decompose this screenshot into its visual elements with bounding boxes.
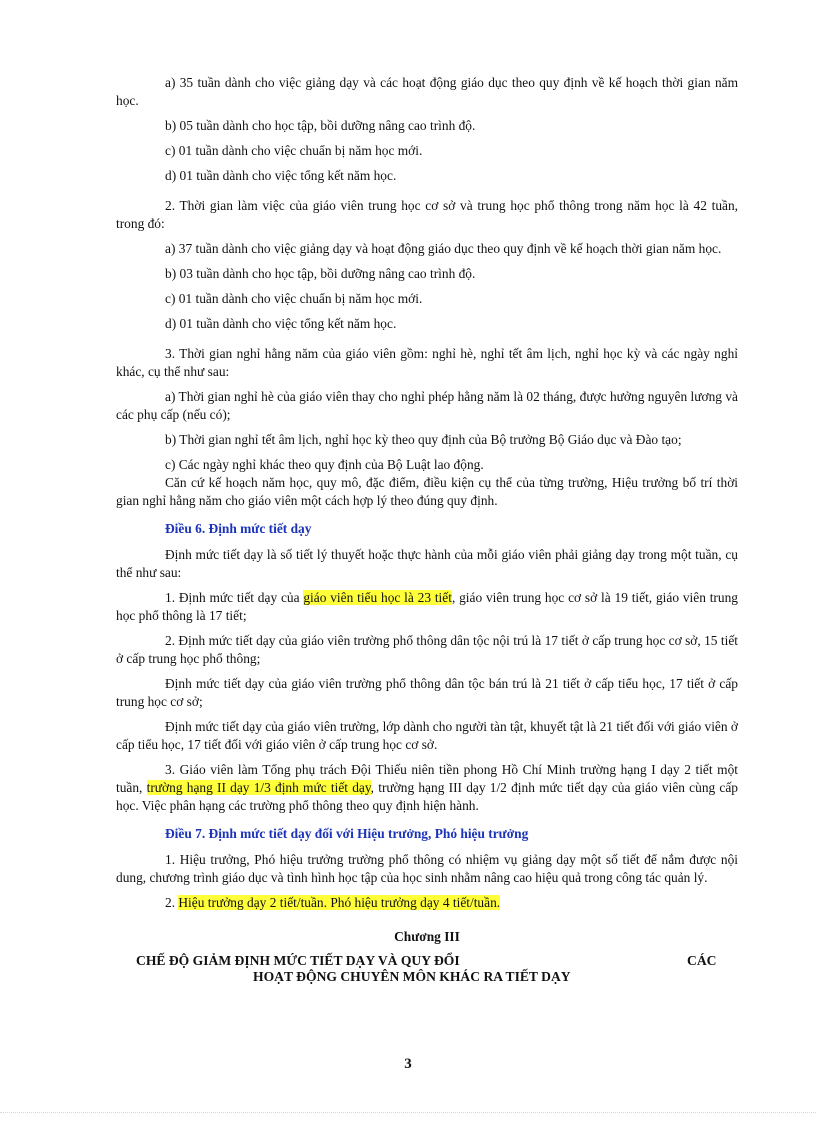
article-6-heading: Điều 6. Định mức tiết dạy	[165, 521, 312, 536]
paragraph-1b: b) 05 tuần dành cho học tập, bồi dưỡng nâng cao trình độ.	[165, 118, 476, 133]
document-body	[116, 74, 738, 992]
paragraph-1a-35-weeks: a) 35 tuần dành cho việc giảng dạy và các hoạt động giáo dục theo quy định về kế hoạch thời gian năm học.	[116, 75, 738, 108]
paragraph-2c: c) 01 tuần dành cho việc chuẩn bị năm học mới.	[165, 291, 423, 306]
paragraph-3-annual-leave: 3. Thời gian nghỉ hằng năm của giáo viên gồm: nghỉ hè, nghỉ tết âm lịch, nghỉ học kỳ và các ngày nghỉ khác, cụ thể như sau:	[116, 346, 738, 379]
paragraph-disabled-schools: Định mức tiết dạy của giáo viên trường, lớp dành cho người tàn tật, khuyết tật là 21 tiết đối với giáo viên ở cấp tiểu học, 17 tiết đối với giáo viên ở cấp trung học cơ sở.	[116, 719, 738, 752]
text-segment: , trường hạng III dạy 1/2 định mức tiết dạy của giáo viên cùng cấp học. Việc phân hạng các trường phổ thông theo quy định hiện hành.	[116, 780, 739, 813]
paragraph-1d: d) 01 tuần dành cho việc tổng kết năm học.	[165, 168, 397, 183]
paragraph-article-6-intro: Định mức tiết dạy là số tiết lý thuyết hoặc thực hành của mỗi giáo viên phải giảng dạy trong một tuần, cụ thể như sau:	[116, 547, 738, 580]
article-7-heading: Điều 7. Định mức tiết dạy đối với Hiệu trưởng, Phó hiệu trưởng	[165, 826, 529, 841]
paragraph-3a-summer: a) Thời gian nghỉ hè của giáo viên thay cho nghỉ phép hằng năm là 02 tháng, được hưởng nguyên lương và các phụ cấp (nếu có);	[116, 389, 738, 422]
paragraph-2-working-time: 2. Thời gian làm việc của giáo viên trung học cơ sở và trung học phổ thông trong năm học là 42 tuần, trong đó:	[116, 198, 738, 231]
chapter-label: Chương III	[394, 929, 460, 944]
text-segment: 1. Định mức tiết dạy của	[165, 590, 304, 605]
paragraph-article-6-2: 2. Định mức tiết dạy của giáo viên trường phổ thông dân tộc nội trú là 17 tiết ở cấp trung học cơ sở, 15 tiết ở cấp trung học phổ thông;	[116, 633, 738, 666]
chapter-title-line-2: HOẠT ĐỘNG CHUYÊN MÔN KHÁC RA TIẾT DẠY	[253, 969, 571, 984]
paragraph-semi-boarding: Định mức tiết dạy của giáo viên trường phổ thông dân tộc bán trú là 21 tiết ở cấp tiểu học, 17 tiết ở cấp trung học cơ sở;	[116, 676, 738, 709]
text-segment: 3. Giáo viên làm Tổng phụ trách Đội Thiếu niên tiền phong Hồ Chí Minh trường hạng I dạy 2 tiết một tuần,	[116, 762, 738, 795]
page-bottom-divider	[0, 1112, 816, 1113]
paragraph-3b-lunar-new-year: b) Thời gian nghỉ tết âm lịch, nghỉ học kỳ theo quy định của Bộ trưởng Bộ Giáo dục và Đào tạo;	[165, 432, 682, 447]
text-segment: 2.	[165, 895, 179, 910]
chapter-title-line-1-end: CÁC	[687, 953, 717, 968]
highlighted-text: Hiệu trưởng dạy 2 tiết/tuần. Phó hiệu trưởng dạy 4 tiết/tuần.	[178, 895, 501, 910]
chapter-title	[116, 952, 738, 992]
text-segment: , giáo viên trung học cơ sở là 19 tiết, giáo viên trung học phổ thông là 17 tiết;	[116, 590, 738, 623]
paragraph-article-7-2	[116, 894, 738, 912]
paragraph-principal-arrangement: Căn cứ kế hoạch năm học, quy mô, đặc điểm, điều kiện cụ thể của từng trường, Hiệu trưởng bố trí thời gian nghỉ hằng năm cho giáo viên một cách hợp lý theo đúng quy định.	[116, 475, 738, 508]
highlighted-text: trường hạng II dạy 1/3 định mức tiết dạy	[146, 780, 371, 795]
paragraph-1c: c) 01 tuần dành cho việc chuẩn bị năm học mới.	[165, 143, 423, 158]
paragraph-2b: b) 03 tuần dành cho học tập, bồi dưỡng nâng cao trình độ.	[165, 266, 476, 281]
chapter-title-line-1: CHẾ ĐỘ GIẢM ĐỊNH MỨC TIẾT DẠY VÀ QUY ĐỔI	[136, 953, 460, 968]
paragraph-article-7-1: 1. Hiệu trưởng, Phó hiệu trưởng trường phổ thông có nhiệm vụ giảng dạy một số tiết để nắm được nội dung, chương trình giáo dục và tình hình học tập của học sinh nhằm nâng cao hiệu quả trong công tác quản lý.	[116, 852, 738, 885]
page-number: 3	[404, 1056, 412, 1072]
paragraph-article-6-3	[116, 761, 738, 815]
paragraph-2d: d) 01 tuần dành cho việc tổng kết năm học.	[165, 316, 397, 331]
paragraph-article-6-1	[116, 589, 738, 625]
paragraph-2a-37-weeks: a) 37 tuần dành cho việc giảng dạy và hoạt động giáo dục theo quy định về kế hoạch thời gian năm học.	[165, 241, 722, 256]
paragraph-3c-labor-law: c) Các ngày nghỉ khác theo quy định của Bộ Luật lao động.	[165, 457, 484, 472]
highlighted-text: giáo viên tiểu học là 23 tiết	[303, 590, 452, 605]
